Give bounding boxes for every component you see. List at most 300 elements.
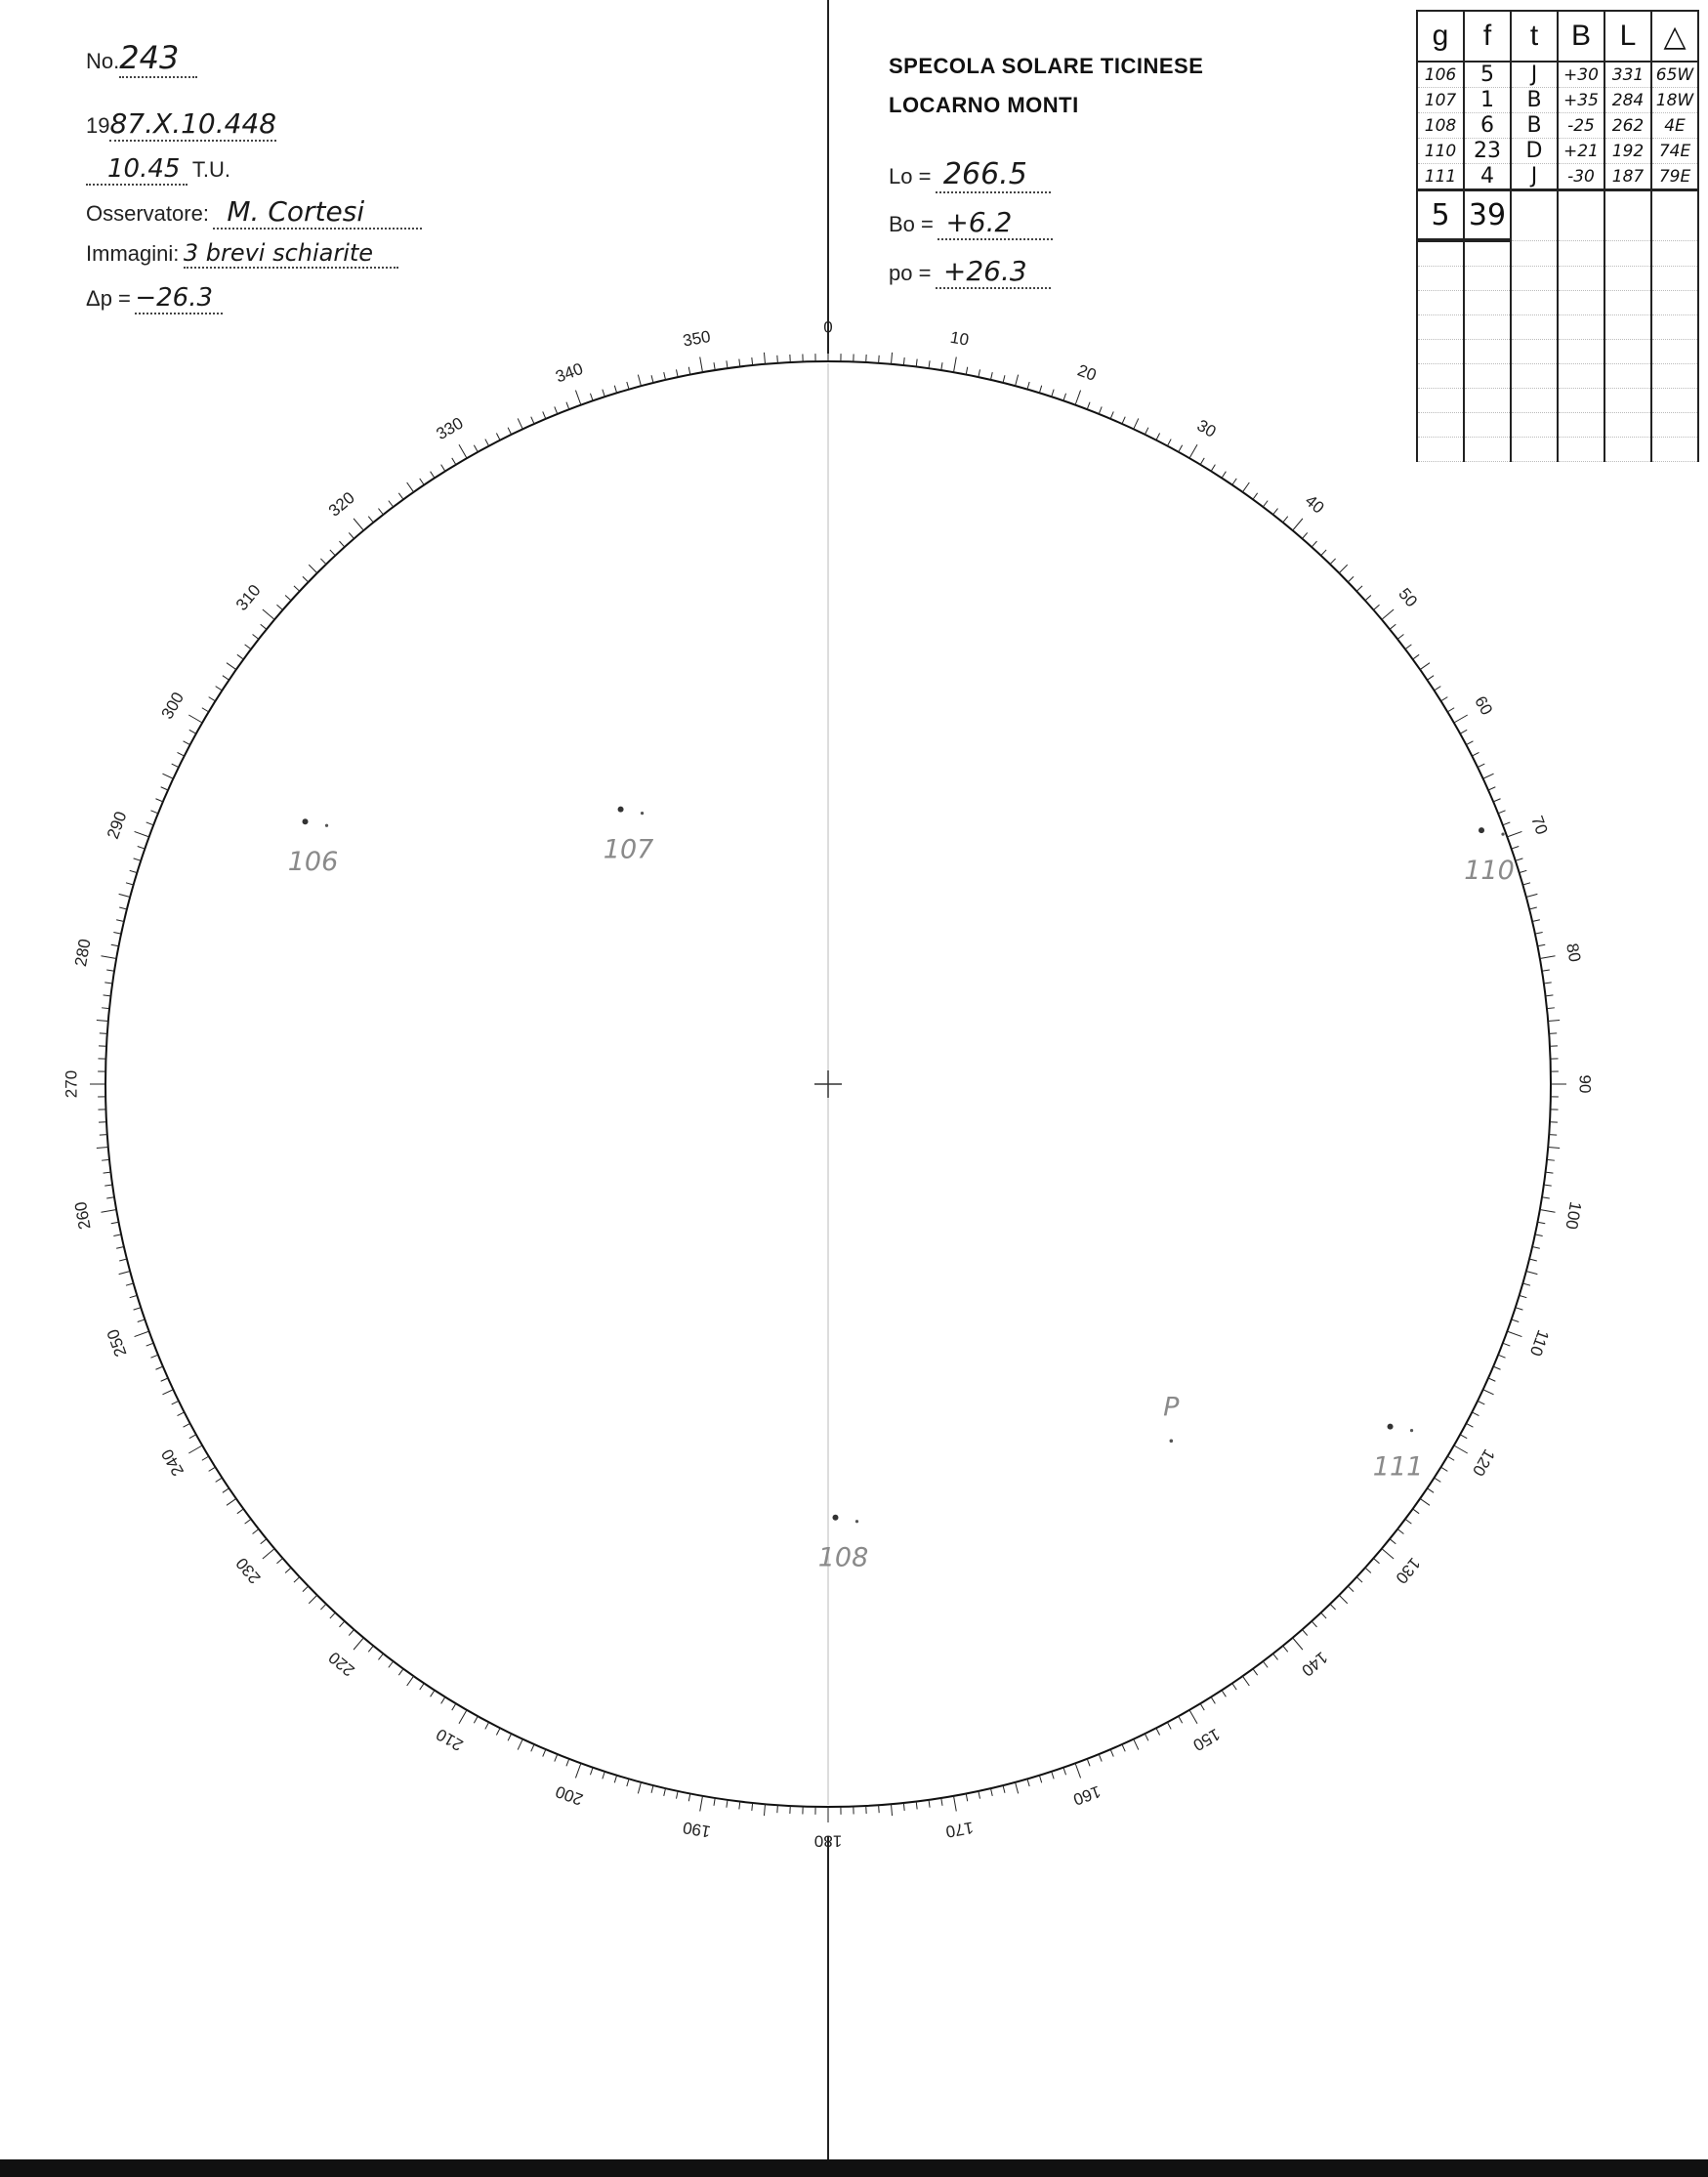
table-cell-g: 107	[1417, 88, 1464, 113]
limb-tick	[1356, 586, 1362, 591]
limb-tick	[1405, 1519, 1411, 1524]
limb-tick	[903, 1803, 904, 1811]
limb-tick	[420, 479, 424, 485]
total-spots: 39	[1464, 190, 1511, 241]
limb-tick	[389, 1661, 394, 1667]
tick-label: 10	[948, 327, 971, 350]
limb-tick	[1156, 1728, 1160, 1735]
time-unit: T.U.	[191, 157, 231, 182]
table-cell-d: 4E	[1651, 113, 1698, 139]
limb-tick	[1283, 517, 1288, 523]
limb-tick	[378, 1654, 383, 1659]
limb-tick	[178, 752, 185, 756]
tick-label: 90	[1575, 1074, 1595, 1094]
limb-tick	[309, 1595, 316, 1603]
limb-tick	[1232, 479, 1236, 485]
tick-label: 200	[553, 1781, 586, 1810]
limb-tick	[1547, 1159, 1555, 1160]
limb-tick	[119, 894, 131, 897]
limb-tick	[349, 1629, 354, 1635]
limb-tick	[764, 353, 765, 364]
limb-tick	[752, 1803, 753, 1811]
limb-tick	[1483, 1390, 1494, 1395]
limb-tick	[1478, 764, 1484, 768]
limb-tick	[714, 362, 715, 370]
limb-tick	[627, 1779, 629, 1786]
limb-tick	[508, 1734, 512, 1740]
limb-tick	[1382, 609, 1394, 619]
limb-tick	[1460, 730, 1467, 733]
date-value: 87.X.10.448	[109, 107, 277, 140]
limb-tick	[1478, 1401, 1484, 1404]
limb-tick	[138, 1319, 146, 1322]
param-lo-value: 266.5	[936, 157, 1051, 193]
limb-tick	[1200, 458, 1204, 465]
sunspot-110	[1479, 827, 1484, 833]
limb-tick	[714, 1798, 715, 1806]
limb-tick	[1420, 663, 1430, 670]
limb-tick	[739, 359, 740, 367]
limb-tick	[1063, 1768, 1066, 1776]
limb-tick	[102, 1008, 109, 1009]
dp-value: −26.3	[135, 283, 223, 314]
limb-tick	[777, 1805, 778, 1813]
limb-tick	[1273, 1654, 1278, 1659]
limb-tick	[354, 1638, 363, 1650]
limb-tick	[1405, 645, 1411, 649]
limb-tick	[688, 367, 690, 375]
limb-tick	[1283, 1646, 1288, 1652]
limb-tick	[209, 697, 216, 701]
limb-tick	[1189, 444, 1197, 458]
limb-tick	[155, 799, 162, 802]
limb-tick	[1526, 894, 1538, 897]
limb-tick	[1312, 541, 1316, 547]
limb-tick	[1441, 1467, 1448, 1471]
limb-tick	[1099, 406, 1102, 413]
sunspot-108	[855, 1520, 858, 1523]
observatory-location: LOCARNO MONTI	[889, 93, 1079, 117]
limb-tick	[638, 375, 641, 387]
group-label-110: 110	[1464, 856, 1515, 887]
limb-tick	[119, 907, 127, 909]
limb-tick	[407, 1676, 414, 1686]
sunspot-111	[1388, 1424, 1394, 1430]
limb-tick	[100, 1135, 107, 1136]
limb-tick	[1302, 532, 1307, 538]
table-cell-b: +30	[1558, 62, 1604, 88]
limb-tick	[566, 402, 569, 409]
limb-tick	[276, 605, 282, 609]
limb-tick	[543, 1749, 546, 1756]
limb-tick	[354, 519, 363, 530]
limb-tick	[339, 1621, 344, 1627]
limb-tick	[1189, 1710, 1197, 1724]
limb-tick	[188, 1445, 202, 1453]
limb-tick	[126, 1283, 134, 1285]
tick-label: 180	[813, 1831, 843, 1851]
limb-tick	[700, 356, 703, 372]
limb-tick	[420, 1683, 424, 1690]
limb-tick	[1545, 995, 1553, 996]
limb-tick	[1520, 870, 1527, 872]
tick-label: 260	[70, 1199, 95, 1232]
limb-tick	[1293, 1638, 1303, 1650]
limb-tick	[1110, 411, 1113, 418]
observer-label: Osservatore:	[86, 201, 209, 226]
limb-tick	[1548, 1020, 1560, 1021]
limb-tick	[727, 1800, 728, 1808]
limb-tick	[126, 883, 134, 885]
limb-tick	[389, 501, 394, 507]
limb-tick	[155, 1366, 162, 1369]
table-cell-g: 110	[1417, 139, 1464, 164]
limb-tick	[1540, 956, 1556, 959]
images-value: 3 brevi schiarite	[184, 239, 398, 269]
tick-label: 60	[1471, 692, 1497, 719]
limb-tick	[555, 406, 558, 413]
limb-tick	[150, 1355, 157, 1358]
limb-tick	[676, 1791, 678, 1799]
limb-tick	[294, 1577, 300, 1582]
table-cell-b: +21	[1558, 139, 1604, 164]
limb-tick	[111, 944, 119, 946]
table-cell-l: 262	[1604, 113, 1651, 139]
limb-tick	[1522, 1283, 1530, 1285]
limb-tick	[1087, 1759, 1090, 1766]
number-label: No.	[86, 49, 120, 73]
tick-label: 270	[62, 1069, 81, 1099]
limb-tick	[739, 1801, 740, 1809]
limb-tick	[1529, 907, 1537, 909]
limb-tick	[1466, 1423, 1473, 1427]
limb-tick	[651, 375, 653, 383]
tick-label: 100	[1562, 1199, 1586, 1232]
limb-tick	[368, 517, 373, 523]
limb-tick	[1122, 1744, 1125, 1751]
col-t: t	[1511, 11, 1558, 62]
limb-tick	[676, 369, 678, 377]
limb-tick	[134, 1308, 142, 1310]
limb-tick	[97, 1020, 108, 1021]
sunspot-p	[1170, 1439, 1174, 1443]
limb-tick	[651, 1785, 653, 1793]
limb-tick	[1222, 472, 1226, 479]
limb-tick	[245, 1519, 251, 1524]
tick-label: 230	[231, 1554, 265, 1588]
limb-tick	[1365, 595, 1371, 600]
limb-tick	[688, 1793, 690, 1801]
limb-tick	[531, 417, 534, 424]
tick-label: 120	[1468, 1445, 1499, 1480]
limb-tick	[1122, 417, 1125, 424]
group-label-111: 111	[1372, 1451, 1424, 1483]
limb-tick	[1222, 1691, 1226, 1697]
limb-tick	[294, 586, 300, 591]
limb-tick	[1348, 576, 1354, 582]
limb-tick	[1498, 811, 1505, 814]
limb-tick	[1390, 1539, 1396, 1544]
limb-tick	[1232, 1683, 1236, 1690]
limb-tick	[1356, 1577, 1362, 1582]
limb-tick	[285, 595, 291, 600]
limb-tick	[1087, 402, 1090, 409]
limb-tick	[253, 1529, 259, 1534]
limb-tick	[1498, 1355, 1505, 1358]
limb-tick	[1420, 1498, 1430, 1505]
limb-tick	[1145, 1734, 1148, 1740]
limb-tick	[879, 356, 880, 363]
limb-tick	[531, 1744, 534, 1751]
table-cell-t: D	[1511, 139, 1558, 164]
limb-tick	[1507, 831, 1521, 836]
tick-label: 240	[157, 1445, 188, 1480]
col-g: g	[1417, 11, 1464, 62]
limb-tick	[1435, 1478, 1441, 1482]
tick-label: 0	[823, 317, 833, 337]
limb-tick	[603, 390, 604, 398]
limb-tick	[1211, 1697, 1215, 1704]
limb-tick	[1321, 1612, 1326, 1618]
limb-tick	[339, 541, 344, 547]
limb-tick	[1365, 1568, 1371, 1572]
sunspot-111	[1410, 1429, 1413, 1432]
limb-tick	[1302, 1629, 1307, 1635]
tick-label: 300	[157, 689, 188, 723]
limb-tick	[1535, 932, 1543, 934]
limb-tick	[1134, 1739, 1139, 1750]
limb-tick	[485, 440, 489, 446]
limb-tick	[1263, 1661, 1268, 1667]
limb-tick	[1549, 1135, 1557, 1136]
limb-tick	[916, 359, 917, 367]
limb-tick	[261, 624, 267, 629]
limb-tick	[1532, 1246, 1540, 1248]
tick-label: 250	[103, 1326, 131, 1360]
limb-tick	[102, 1159, 109, 1160]
limb-tick	[979, 369, 980, 377]
limb-tick	[1413, 654, 1419, 659]
limb-tick	[104, 1172, 111, 1173]
col-f: f	[1464, 11, 1511, 62]
table-cell-b: -30	[1558, 164, 1604, 190]
limb-tick	[575, 391, 580, 405]
limb-tick	[1003, 1785, 1005, 1793]
table-cell-d: 65W	[1651, 62, 1698, 88]
limb-tick	[1545, 1172, 1553, 1173]
limb-tick	[941, 1798, 942, 1806]
limb-tick	[134, 858, 142, 860]
limb-tick	[496, 434, 500, 440]
limb-tick	[223, 676, 229, 680]
limb-tick	[1016, 1782, 1019, 1794]
table-cell-g: 106	[1417, 62, 1464, 88]
limb-tick	[161, 1378, 168, 1381]
limb-tick	[1273, 509, 1278, 515]
limb-tick	[1516, 858, 1523, 860]
tick-label: 340	[553, 358, 586, 387]
limb-tick	[223, 1488, 229, 1492]
limb-tick	[330, 550, 335, 556]
limb-tick	[459, 444, 467, 458]
limb-tick	[202, 1456, 209, 1460]
limb-tick	[1488, 1378, 1495, 1381]
limb-tick	[508, 428, 512, 435]
limb-tick	[130, 1295, 138, 1297]
table-cell-l: 192	[1604, 139, 1651, 164]
table-cell-t: B	[1511, 88, 1558, 113]
limb-tick	[188, 715, 202, 723]
limb-tick	[1512, 1319, 1520, 1322]
limb-tick	[474, 445, 478, 452]
col-delta: △	[1651, 11, 1698, 62]
limb-tick	[1179, 445, 1183, 452]
limb-tick	[1483, 774, 1494, 778]
limb-tick	[1179, 1716, 1183, 1723]
sunspot-108	[832, 1515, 838, 1521]
limb-tick	[555, 1754, 558, 1761]
tick-label: 40	[1301, 490, 1328, 518]
limb-tick	[1167, 440, 1171, 446]
group-label-p: P	[1163, 1392, 1180, 1423]
limb-tick	[603, 1772, 604, 1779]
limb-tick	[106, 1197, 114, 1198]
limb-tick	[1427, 1488, 1434, 1492]
limb-tick	[1312, 1621, 1316, 1627]
sunspot-106	[303, 818, 309, 824]
limb-tick	[431, 472, 435, 479]
tick-label: 130	[1392, 1554, 1425, 1588]
date-prefix: 19	[86, 113, 110, 138]
limb-tick	[1535, 1235, 1543, 1236]
limb-tick	[189, 730, 196, 733]
table-cell-f: 5	[1464, 62, 1511, 88]
table-cell-d: 74E	[1651, 139, 1698, 164]
limb-tick	[727, 360, 728, 368]
limb-tick	[407, 482, 414, 492]
col-b: B	[1558, 11, 1604, 62]
table-cell-t: B	[1511, 113, 1558, 139]
limb-tick	[1540, 1209, 1556, 1212]
limb-tick	[398, 493, 403, 499]
limb-tick	[116, 920, 124, 922]
limb-tick	[1263, 501, 1268, 507]
limb-tick	[1397, 1529, 1403, 1534]
limb-tick	[189, 1435, 196, 1439]
limb-tick	[1441, 697, 1448, 701]
limb-tick	[1242, 482, 1249, 492]
limb-tick	[263, 1549, 274, 1559]
limb-tick	[1472, 1412, 1479, 1416]
limb-tick	[929, 360, 930, 368]
param-bo-label: Bo =	[889, 212, 934, 236]
limb-tick	[261, 1539, 267, 1544]
limb-tick	[1052, 390, 1054, 398]
limb-tick	[1145, 428, 1148, 435]
tick-label: 30	[1193, 415, 1220, 441]
table-cell-f: 1	[1464, 88, 1511, 113]
limb-tick	[452, 458, 456, 465]
limb-tick	[1373, 605, 1379, 609]
tick-label: 110	[1525, 1327, 1553, 1360]
sunspot-110	[1501, 833, 1504, 836]
limb-tick	[276, 1558, 282, 1563]
limb-tick	[216, 687, 223, 691]
tick-label: 350	[681, 326, 713, 351]
tick-label: 150	[1189, 1724, 1224, 1755]
table-cell-d: 18W	[1651, 88, 1698, 113]
limb-tick	[135, 1331, 149, 1336]
limb-tick	[575, 1763, 580, 1778]
limb-tick	[1016, 375, 1019, 387]
limb-tick	[130, 870, 138, 872]
limb-tick	[1548, 1147, 1560, 1148]
param-bo-value: +6.2	[937, 206, 1053, 240]
limb-tick	[150, 811, 157, 814]
limb-tick	[138, 846, 146, 849]
limb-tick	[113, 932, 121, 934]
limb-tick	[97, 1147, 108, 1148]
limb-tick	[227, 663, 236, 670]
limb-tick	[253, 634, 259, 639]
limb-tick	[378, 509, 383, 515]
limb-tick	[590, 1768, 593, 1776]
limb-tick	[209, 1467, 216, 1471]
limb-tick	[285, 1568, 291, 1572]
limb-tick	[1063, 394, 1066, 401]
limb-tick	[202, 708, 209, 712]
limb-tick	[700, 1796, 703, 1812]
limb-tick	[1447, 708, 1454, 712]
limb-tick	[1532, 920, 1540, 922]
limb-tick	[459, 1710, 467, 1724]
limb-tick	[184, 1423, 190, 1427]
limb-tick	[1099, 1754, 1102, 1761]
tick-label: 170	[943, 1818, 976, 1842]
limb-tick	[303, 576, 309, 582]
tick-label: 190	[681, 1818, 713, 1842]
limb-tick	[1520, 1295, 1527, 1297]
sunspot-106	[325, 824, 328, 827]
limb-tick	[891, 1804, 892, 1816]
limb-tick	[752, 357, 753, 365]
limb-tick	[496, 1728, 500, 1735]
limb-tick	[1544, 1185, 1552, 1186]
tick-label: 50	[1395, 584, 1422, 611]
limb-tick	[590, 394, 593, 401]
limb-tick	[1075, 391, 1080, 405]
tick-label: 280	[70, 937, 95, 969]
limb-tick	[543, 411, 546, 418]
limb-tick	[398, 1669, 403, 1675]
limb-tick	[162, 1390, 173, 1395]
sunspot-107	[618, 807, 624, 813]
limb-tick	[1537, 944, 1545, 946]
limb-tick	[1537, 1222, 1545, 1224]
limb-tick	[474, 1716, 478, 1723]
limb-tick	[1542, 970, 1550, 971]
limb-tick	[1200, 1703, 1204, 1710]
time-value: 10.45	[86, 154, 187, 186]
table-cell-g: 108	[1417, 113, 1464, 139]
limb-tick	[1339, 1595, 1347, 1603]
total-groups: 5	[1417, 190, 1464, 241]
limb-tick	[1373, 1558, 1379, 1563]
limb-tick	[263, 609, 274, 619]
limb-tick	[368, 1646, 373, 1652]
limb-tick	[1516, 1308, 1523, 1310]
limb-tick	[441, 1697, 445, 1704]
